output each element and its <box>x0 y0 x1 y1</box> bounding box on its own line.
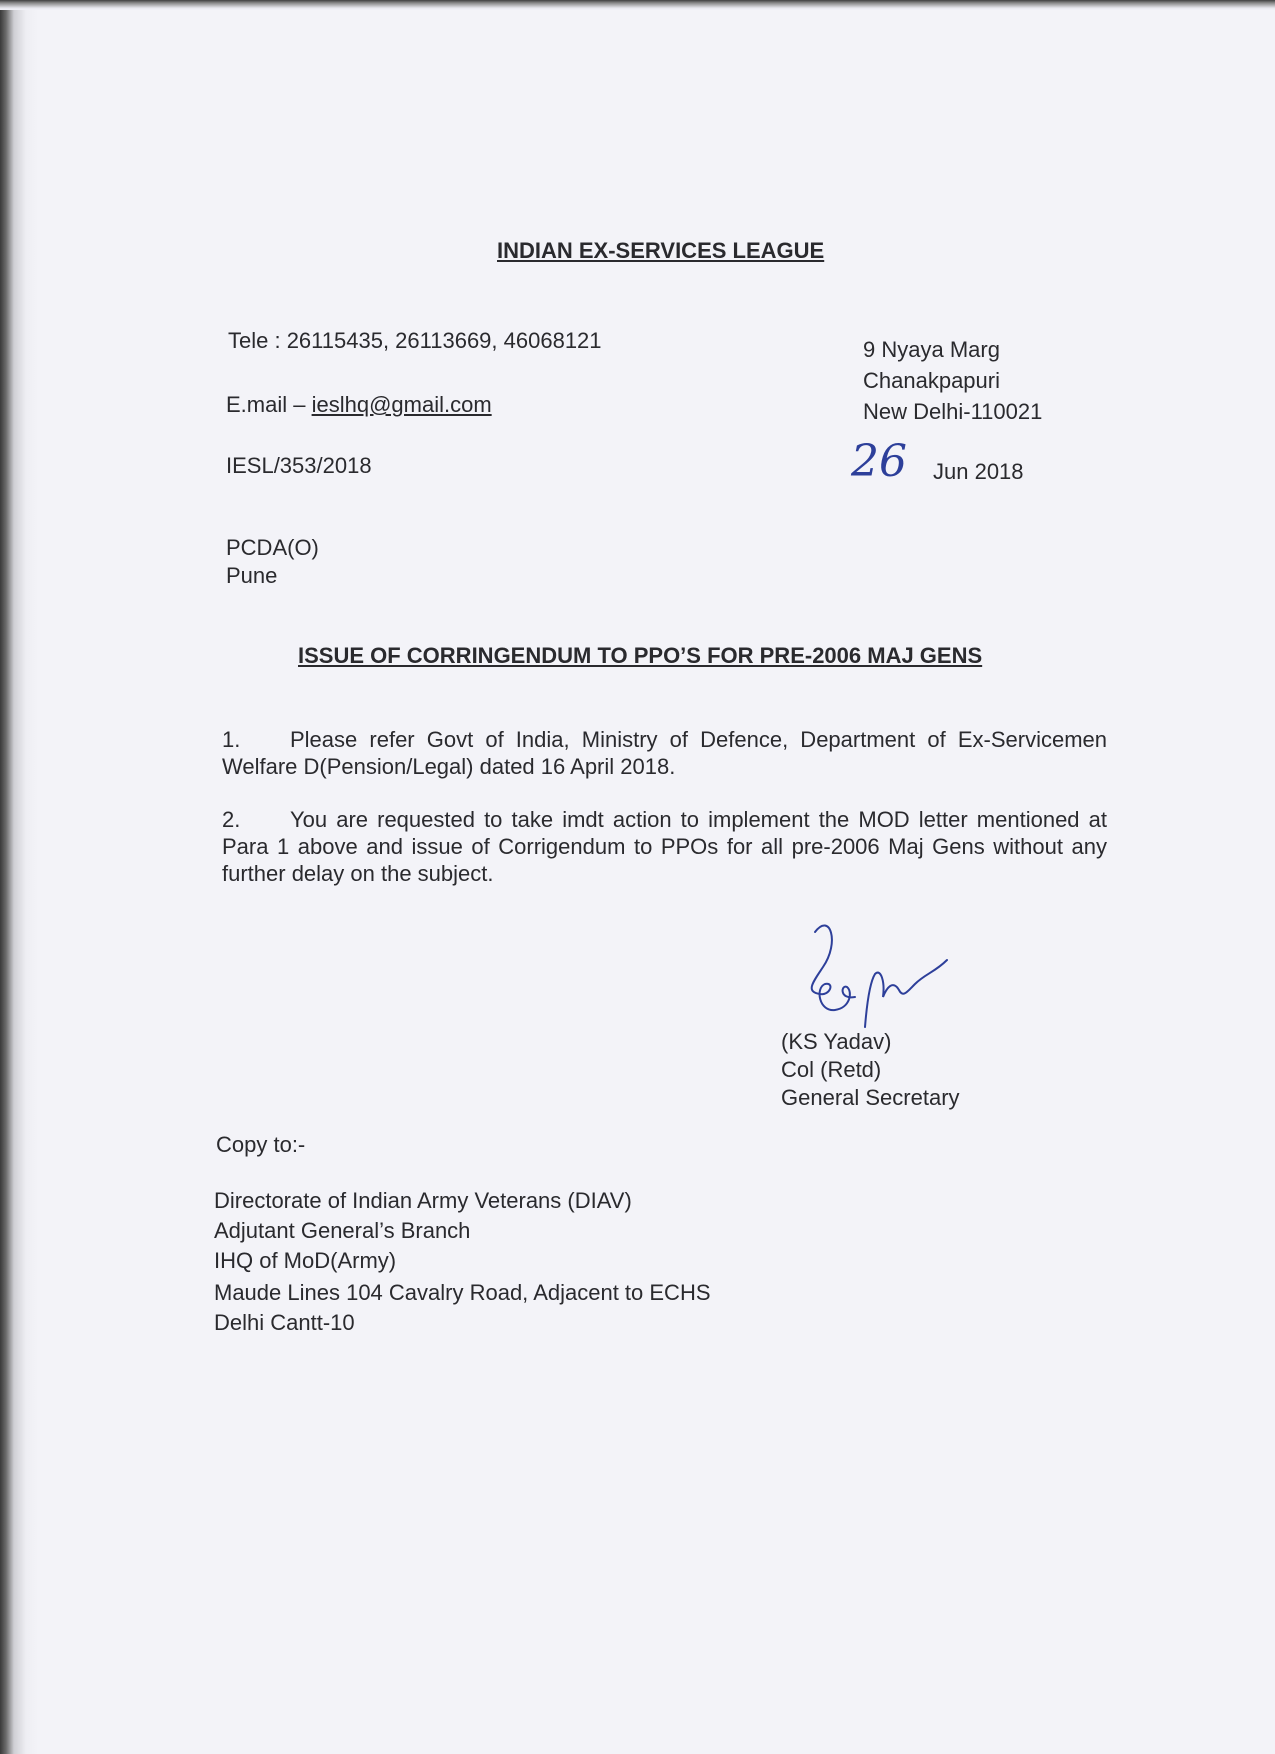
subject-heading: ISSUE OF CORRINGENDUM TO PPO’S FOR PRE-2006 MAJ GENS <box>298 643 983 668</box>
scan-edge-top <box>0 0 1275 10</box>
address-line-2: Chanakpapuri <box>863 368 1000 393</box>
signature-image <box>795 912 965 1037</box>
scan-edge-left <box>0 0 38 1754</box>
copy-to-line-2: Adjutant General’s Branch <box>214 1218 471 1243</box>
copy-to-line-1: Directorate of Indian Army Veterans (DIAV) <box>214 1188 632 1213</box>
signatory-designation: General Secretary <box>781 1085 960 1110</box>
addressee-line-2: Pune <box>226 563 278 588</box>
signatory-name: (KS Yadav) <box>781 1029 892 1054</box>
paragraph-number: 1. <box>222 727 241 752</box>
address-line-3: New Delhi-110021 <box>863 399 1043 424</box>
paragraph-1 <box>222 727 1107 781</box>
paragraph-2 <box>222 807 1107 887</box>
copy-to-line-4: Maude Lines 104 Cavalry Road, Adjacent to ECHS <box>214 1280 711 1305</box>
paragraph-number: 2. <box>222 807 241 832</box>
paragraph-text: You are requested to take imdt action to implement the MOD letter mentioned at Para 1 above and issue of Corrigendum to PPOs for all pre-2006 Maj Gens without any further delay on the subject. <box>222 807 1107 886</box>
address-line-1: 9 Nyaya Marg <box>863 337 1000 362</box>
paragraph-text: Please refer Govt of India, Ministry of Defence, Department of Ex-Servicemen Welfare D(Pension/Legal) dated 16 April 2018. <box>222 727 1107 779</box>
date-month-year: Jun 2018 <box>933 459 1024 484</box>
copy-to-label: Copy to:- <box>216 1132 306 1157</box>
reference-number: IESL/353/2018 <box>226 453 372 478</box>
telephone-numbers: Tele : 26115435, 26113669, 46068121 <box>228 328 602 353</box>
email-line <box>226 391 492 420</box>
organization-title: INDIAN EX-SERVICES LEAGUE <box>497 238 825 263</box>
handwritten-day: 26 <box>851 436 907 487</box>
copy-to-line-5: Delhi Cantt-10 <box>214 1310 355 1335</box>
copy-to-line-3: IHQ of MoD(Army) <box>214 1248 397 1273</box>
email-label: E.mail – <box>226 392 312 417</box>
addressee-line-1: PCDA(O) <box>226 535 319 560</box>
email-link[interactable]: ieslhq@gmail.com <box>311 392 492 417</box>
signatory-rank: Col (Retd) <box>781 1057 882 1082</box>
